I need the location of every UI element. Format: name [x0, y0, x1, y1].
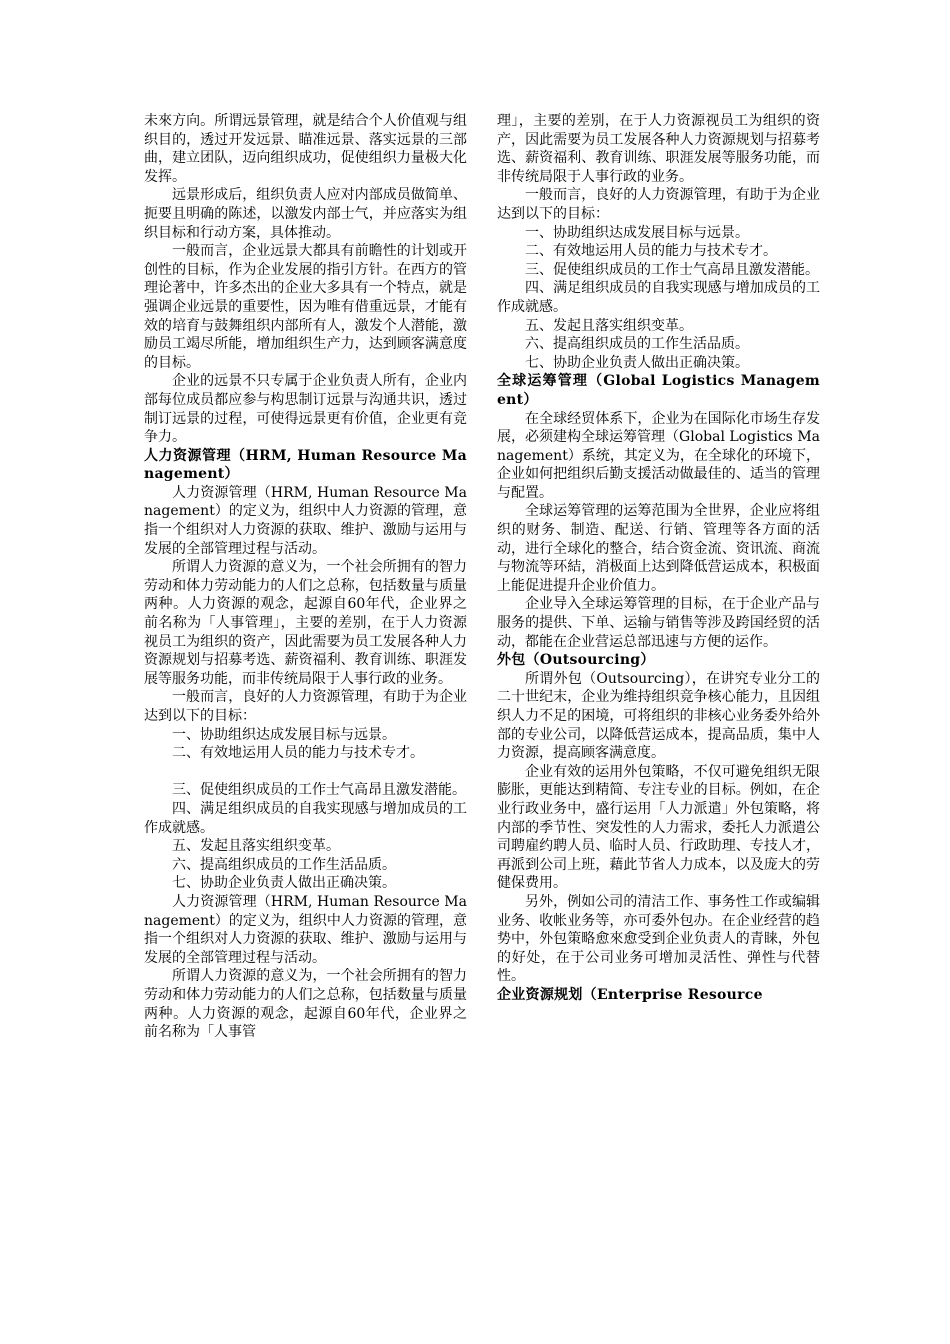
paragraph: 远景形成后，组织负责人应对内部成员做简单、扼要且明确的陈述，以激发内部士气，并应落实为组织目标和行动方案，具体推动。 [144, 187, 467, 241]
paragraph: 一般而言，企业远景大都具有前瞻性的计划或开创性的目标，作为企业发展的指引方针。在西方的管理论著中，许多杰出的企业大多具有一个特点，就是强调企业远景的重要性，因为唯有借重远景，才能有效的培育与鼓舞组织内部所有人，激发个人潜能，激励员工竭尽所能，增加组织生产力，达到顾客满意度的目标。 [144, 243, 467, 371]
paragraph: 人力资源管理（HRM, Human Resource Management）的定义为，组织中人力资源的管理，意指一个组织对人力资源的获取、维护、激励与运用与发展的全部管理过程与活动。 [144, 893, 467, 966]
goal-item: 三、促使组织成员的工作士气高昂且激发潜能。 [525, 261, 819, 278]
right-column [497, 112, 820, 1005]
paragraph: 所谓人力资源的意义为，一个社会所拥有的智力劳动和体力劳动能力的人们之总称，包括数量与质量两种。人力资源的观念，起源自60年代，企业界之前名称为「人事管 [144, 968, 467, 1041]
goal-item: 二、有效地运用人员的能力与技术专才。 [172, 745, 424, 762]
paragraph: 一般而言，良好的人力资源管理，有助于为企业达到以下的目标： [497, 187, 820, 222]
section-heading-outsourcing: 外包（Outsourcing） [497, 652, 655, 669]
paragraph: 另外，例如公司的清洁工作、事务性工作或编辑业务、收帐业务等，亦可委外包办。在企业经营的趋势中，外包策略愈來愈受到企业负责人的青睐，外包的好处，在于公司业务可增加灵活性、弹性与代替性。 [497, 893, 820, 985]
section-heading-glm: 全球运筹管理（Global Logistics Management） [497, 373, 820, 408]
goal-item: 五、发起且落实组织变革。 [172, 838, 340, 855]
paragraph: 企业导入全球运筹管理的目标，在于企业产品与服务的提供、下单、运输与销售等涉及跨国经贸的活动，都能在企业营运总部迅速与方便的运作。 [497, 596, 820, 650]
paragraph: 企业的远景不只专属于企业负责人所有，企业内部每位成员都应参与构思制订远景与沟通共识，透过制订远景的过程，可使得远景更有价值，企业更有竞争力。 [144, 373, 467, 446]
section-heading-hrm: 人力资源管理（HRM, Human Resource Management） [144, 447, 467, 483]
paragraph: 人力资源管理（HRM, Human Resource Management）的定义为，组织中人力资源的管理，意指一个组织对人力资源的获取、维护、激励与运用与发展的全部管理过程与活动。 [144, 484, 467, 557]
paragraph: 未來方向。所谓远景管理，就是结合个人价值观与组织目的，透过开发远景、瞄准远景、落实远景的三部曲，建立团队，迈向组织成功，促使组织力量极大化发挥。 [144, 113, 467, 185]
goal-item: 五、发起且落实组织变革。 [525, 317, 693, 334]
goal-item: 六、提高组织成员的工作生活品质。 [172, 856, 396, 873]
goal-item: 三、促使组织成员的工作士气高昂且激发潜能。 [172, 782, 466, 799]
paragraph: 理」，主要的差别，在于人力资源视员工为组织的资产，因此需要为员工发展各种人力资源规划与招募考选、薪资福利、教育训练、职涯发展等服务功能，而非传统局限于人事行政的业务。 [497, 113, 820, 185]
blank-line [144, 763, 467, 782]
goal-item: 七、协助企业负责人做出正确决策。 [172, 875, 396, 892]
paragraph: 全球运筹管理的运筹范围为全世界，企业应将组织的财务、制造、配送、行销、管理等各方面的活动，进行全球化的整合，结合资金流、资讯流、商流与物流等环結，消极面上达到降低营运成本，积极面上能促进提升企业价值力。 [497, 503, 820, 594]
goal-item: 二、有效地运用人员的能力与技术专才。 [525, 243, 777, 260]
goal-item: 四、满足组织成员的自我实现感与增加成员的工作成就感。 [144, 800, 467, 836]
paragraph: 在全球经贸体系下，企业为在国际化市场生存发展，必须建构全球运筹管理（Global Logistics Management）系统，其定义为，在全球化的环境下，企业如何把组织后勤支援活动做最佳的、适当的管理与配置。 [497, 410, 820, 501]
paragraph: 所谓外包（Outsourcing），在讲究专业分工的二十世纪末，企业为维持组织竞争核心能力，且因组织人力不足的困境，可将组织的非核心业务委外给外部的专业公司，以降低营运成本，提高品质，集中人力资源，提高顾客满意度。 [497, 670, 820, 762]
goal-item: 一、协助组织达成发展目标与远景。 [525, 224, 749, 241]
goal-item: 一、协助组织达成发展目标与远景。 [172, 726, 396, 743]
paragraph: 一般而言，良好的人力资源管理，有助于为企业达到以下的目标： [144, 689, 467, 724]
section-heading-erp: 企业资源规划（Enterprise Resource [497, 986, 763, 1003]
goal-item: 四、满足组织成员的自我实现感与增加成员的工作成就感。 [497, 280, 820, 315]
goal-item: 七、协助企业负责人做出正确决策。 [525, 354, 749, 371]
left-column [144, 112, 467, 1042]
paragraph: 企业有效的运用外包策略，不仅可避免组织无限膨胀，更能达到精简、专注专业的目标。例如，在企业行政业务中，盛行运用「人力派遣」外包策略，将内部的季节性、突发性的人力需求，委托人力派遣公司聘雇约聘人员、临时人员、行政助理、专技人才，再派到公司上班，藉此节省人力成本，以及庞大的劳健保费用。 [497, 763, 820, 892]
goal-item: 六、提高组织成员的工作生活品质。 [525, 336, 749, 353]
paragraph: 所谓人力资源的意义为，一个社会所拥有的智力劳动和体力劳动能力的人们之总称，包括数量与质量两种。人力资源的观念，起源自60年代，企业界之前名称为「人事管理」，主要的差别，在于人力资源视员工为组织的资产，因此需要为员工发展各种人力资源规划与招募考选、薪资福利、教育训练、职涯发展等服务功能，而非传统局限于人事行政的业务。 [144, 559, 467, 687]
